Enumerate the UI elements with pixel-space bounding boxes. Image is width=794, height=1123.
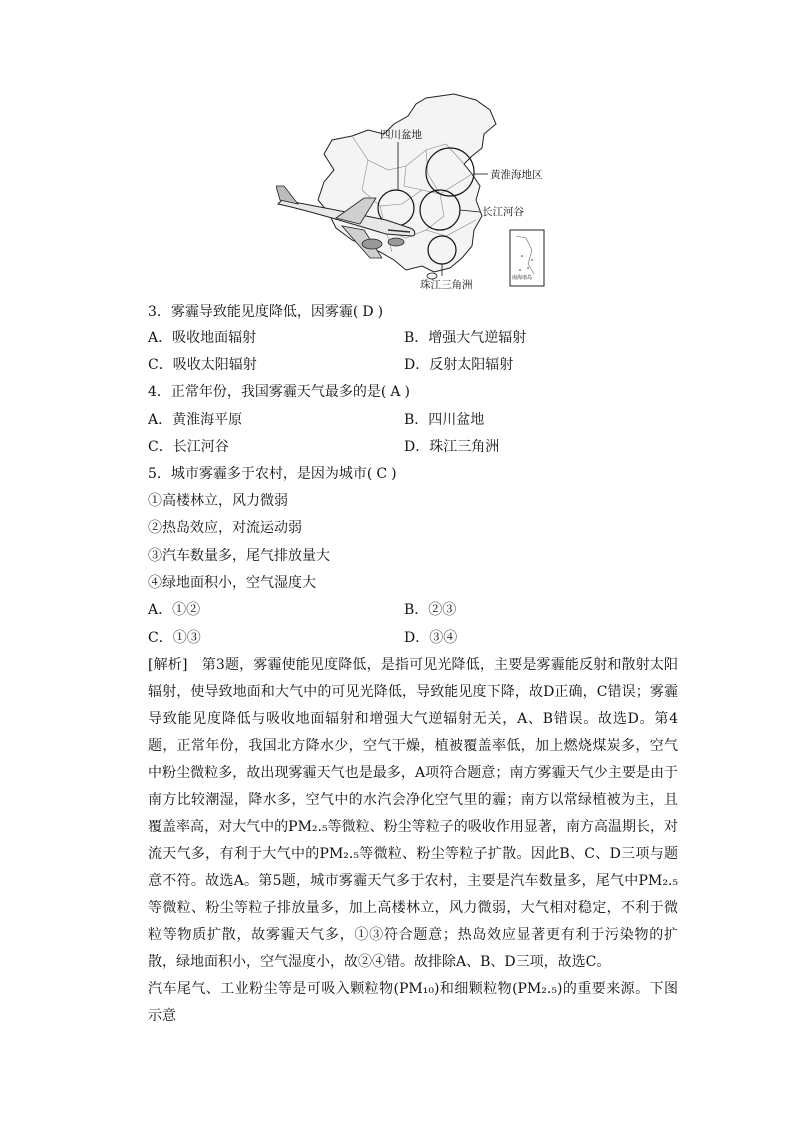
q5-option-b: B．②③ <box>404 602 457 618</box>
question-5: 5．城市雾霾多于农村，是因为城市( C ) <box>148 466 397 482</box>
q4-option-b: B．四川盆地 <box>404 412 485 428</box>
question-3: 3．雾霾导致能见度降低，因雾霾( D ) <box>148 304 384 320</box>
q5-statement-1: ①高楼林立，风力微弱 <box>148 493 288 509</box>
question-3-answer: D <box>362 304 374 320</box>
q3-option-c: C．吸收太阳辐射 <box>148 357 257 373</box>
label-inset: 南海诸岛 <box>512 275 533 281</box>
next-question-intro: 汽车尾气、工业粉尘等是可吸入颗粒物(PM₁₀)和细颗粒物(PM₂.₅)的重要来源。下图示意 <box>148 981 678 1024</box>
china-outline <box>318 94 496 272</box>
label-changjiang-valley: 长江河谷 <box>482 206 524 218</box>
q3-option-a: A．吸收地面辐射 <box>148 330 257 346</box>
q4-option-c: C．长江河谷 <box>148 439 229 455</box>
china-map-svg <box>276 90 576 296</box>
q3-option-d: D．反射太阳辐射 <box>404 357 514 373</box>
q4-option-a: A．黄淮海平原 <box>148 412 243 428</box>
q5-option-a: A．①② <box>148 602 201 618</box>
question-4-answer: A <box>390 384 401 400</box>
label-pearl-river-delta: 珠江三角洲 <box>420 279 473 291</box>
question-4: 4．正常年份，我国雾霾天气最多的是( A ) <box>148 384 410 400</box>
question-3-stem: 3．雾霾导致能见度降低，因雾霾( <box>148 304 359 320</box>
explanation-text: [解析] 第3题，雾霾使能见度降低，是指可见光降低，主要是雾霾能反射和散射太阳辐射，使导致地面和大气中的可见光降低，导致能见度下降，故D正确，C错误；雾霾导致能见度降低与吸收地面辐射和增强大气逆辐射无关，A、B错误。故选D。第4题，正常年份，我国北方降水少，空气干燥，植被覆盖率低，加上燃烧煤炭多，空气中粉尘微粒多，故出现雾霾天气也是最多，A项符合题意；南方雾霾天气少主要是由于南方比较潮湿，降水多，空气中的水汽会净化空气里的霾；南方以常绿植被为主，且覆盖率高，对大气中的PM₂.₅等微粒、粉尘等粒子的吸收作用显著，南方高温期长，对流天气多，有利于大气中的PM₂.₅等微粒、粉尘等粒子扩散。因此B、C、D三项与题意不符。故选A。第5题，城市雾霾天气多于农村，主要是汽车数量多，尾气中PM₂.₅等微粒、粉尘等粒子排放量多，加上高楼林立，风力微弱，大气相对稳定，不利于微粒等物质扩散，故雾霾天气多，①③符合题意；热岛效应显著更有利于污染物的扩散，绿地面积小，空气湿度小，故②④错。故排除A、B、D三项，故选C。 <box>148 657 678 970</box>
q5-statement-2: ②热岛效应，对流运动弱 <box>148 520 302 536</box>
q4-option-d: D．珠江三角洲 <box>404 439 500 455</box>
label-sichuan-basin: 四川盆地 <box>380 129 422 141</box>
question-5-answer: C <box>376 466 388 482</box>
q3-option-b: B．增强大气逆辐射 <box>404 330 527 346</box>
question-4-stem: 4．正常年份，我国雾霾天气最多的是( <box>148 384 387 400</box>
q5-statement-4: ④绿地面积小，空气湿度大 <box>148 575 316 591</box>
explanation <box>148 652 678 1030</box>
q5-statement-3: ③汽车数量多，尾气排放量大 <box>148 548 330 564</box>
china-map-figure <box>276 90 576 296</box>
question-5-stem: 5．城市雾霾多于农村，是因为城市( <box>148 466 373 482</box>
label-huanghuaihai: 黄淮海地区 <box>490 169 543 181</box>
q5-option-d: D．③④ <box>404 630 458 646</box>
q5-option-c: C．①③ <box>148 630 201 646</box>
